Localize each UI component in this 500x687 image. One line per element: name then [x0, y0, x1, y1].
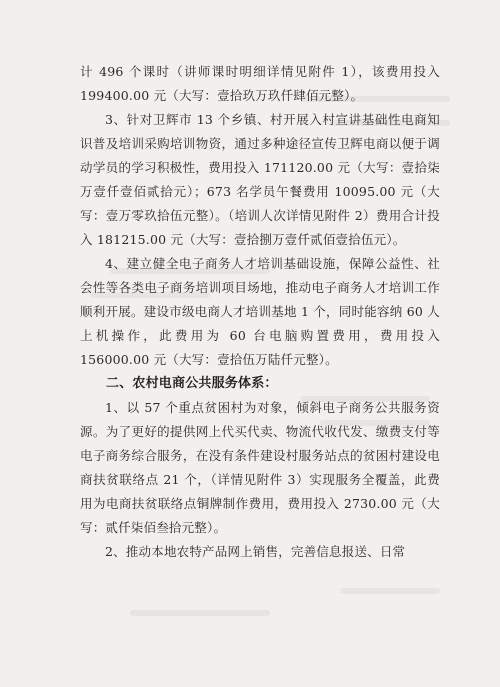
paragraph-item-3-village-training: 3、针对卫辉市 13 个乡镇、村开展入村宣讲基础性电商知识普及培训采购培训物资，通过多种途径宣传卫辉电商以便于调动学员的学习积极性，费用投入 171120.00 元（大写：壹拾柒万壹仟壹佰贰拾元）；673 名学员午餐费用 10095.00 元（大写：壹万零玖拾伍元整）。（培训人次详情见附件 2）费用合计投入 181215.00 元（大写：壹拾捌万壹仟贰佰壹拾伍元）。 [80, 112, 440, 247]
paragraph-item-4-training-base: 4、建立健全电子商务人才培训基础设施，保障公益性、社会性等各类电子商务培训项目场地，推动电子商务人才培训工作顺利开展。建设市级电商人才培训基地 1 个，同时能容纳 60 人上机操作，此费用为 60 台电脑购置费用，费用投入 156000.00 元（大写：壹拾伍万陆仟元整）。 [80, 256, 440, 367]
document-body [80, 60, 440, 564]
paragraph-item-1-poverty-villages: 1、以 57 个重点贫困村为对象，倾斜电子商务公共服务资源。为了更好的提供网上代买代卖、物流代收代发、缴费支付等电子商务综合服务，在没有条件建设村服务站点的贫困村建设电商扶贫联络点 21 个，（详情见附件 3）实现服务全覆盖，此费用为电商扶贫联络点铜牌制作费用，费用投入 2730.00 元（大写：贰仟柒佰叁拾元整）。 [80, 400, 440, 535]
paragraph-item-2-online-sales: 2、推动本地农特产品网上销售，完善信息报送、日常 [105, 544, 406, 559]
paragraph-course-hours-cost: 计 496 个课时（讲师课时明细详情见附件 1），该费用投入 199400.00 元（大写：壹拾玖万玖仟肆佰元整）。 [80, 64, 440, 103]
section-heading-public-service: 二、农村电商公共服务体系： [106, 376, 278, 391]
